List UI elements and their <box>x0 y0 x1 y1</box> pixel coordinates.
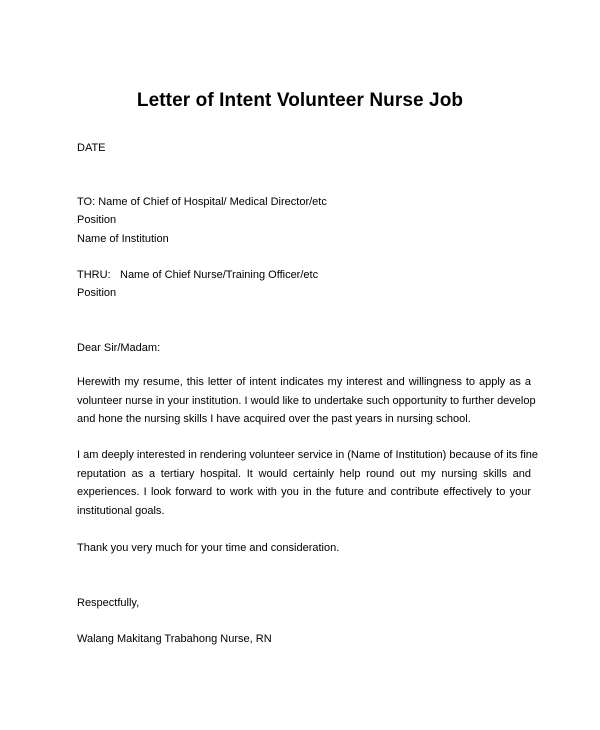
thank-you-line: Thank you very much for your time and consideration. <box>77 542 340 554</box>
recipient-position: Position <box>77 214 117 226</box>
paragraph-line: institutional goals. <box>77 504 165 517</box>
document-title: Letter of Intent Volunteer Nurse Job <box>136 90 464 111</box>
signature-name: Walang Makitang Trabahong Nurse, RN <box>77 633 272 645</box>
paragraph-line: I am deeply interested in rendering volunteer service in (Name of Institution) because of its fine <box>77 449 539 461</box>
thru-position: Position <box>77 287 117 299</box>
paragraph-line: Herewith my resume, this letter of intent indicates my interest and willingness to apply as a <box>77 376 531 388</box>
thru-value: Name of Chief Nurse/Training Officer/etc <box>120 269 319 281</box>
closing: Respectfully, <box>77 597 140 609</box>
recipient-institution: Name of Institution <box>77 233 169 245</box>
recipient-line: TO: Name of Chief of Hospital/ Medical Director/etc <box>77 196 327 208</box>
body-paragraph-2 <box>77 446 539 520</box>
paragraph-line: volunteer nurse in your institution. I would like to undertake such opportunity to further develop <box>77 394 536 407</box>
paragraph-line: and hone the nursing skills I have acquired over the past years in nursing school. <box>77 413 471 425</box>
paragraph-line: reputation as a tertiary hospital. It would certainly help round out my nursing skills and <box>77 467 531 480</box>
date-label: DATE <box>77 142 106 154</box>
salutation: Dear Sir/Madam: <box>77 342 161 354</box>
paragraph-line: experiences. I look forward to work with you in the future and contribute effectively to your <box>77 486 531 498</box>
thru-label: THRU: <box>77 269 111 281</box>
body-paragraph-1 <box>77 373 536 429</box>
